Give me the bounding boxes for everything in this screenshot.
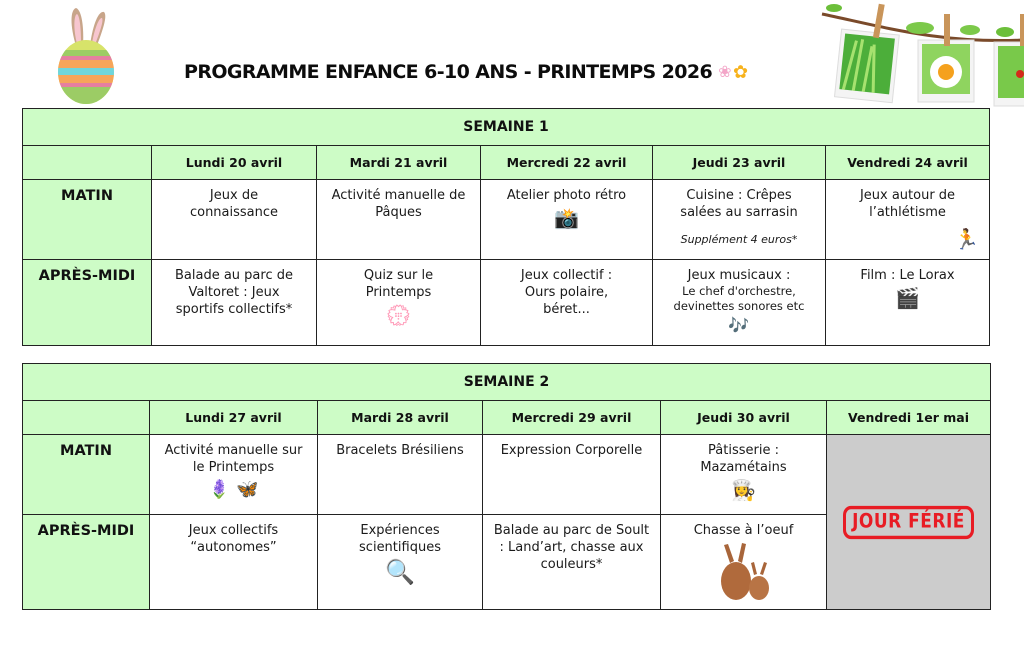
slot-label-afternoon: APRÈS-MIDI [23,260,152,346]
activity-text: Atelier photo rétro [506,188,627,203]
wooden-bunnies-icon [714,543,774,601]
camera-flash-icon: 📸 [554,206,579,230]
activity-text: Balade au parc de Valtoret : Jeux sportifs collectifs* [175,268,293,317]
activity-text: Jeux collectif : Ours polaire, béret... [520,268,613,317]
holiday-cell [827,435,991,610]
day-header: Lundi 20 avril [152,146,317,180]
week-label: SEMAINE 1 [23,109,990,146]
activity-cell [152,180,317,260]
cherry-blossom-icon: ❀ [718,61,731,81]
activity-cell [150,435,318,515]
day-header: Mardi 21 avril [317,146,481,180]
hyacinth-icon: 🪻 [208,479,231,500]
activity-text: Quiz sur le Printemps [363,268,434,300]
activity-text: Film : Le Lorax [860,268,955,283]
day-header: Jeudi 30 avril [661,401,827,435]
slot-label-morning: MATIN [23,435,150,515]
day-header: Lundi 27 avril [150,401,318,435]
activity-text: Jeux collectifs “autonomes” [188,523,279,555]
activity-text: Expression Corporelle [500,443,643,458]
corner-cell [23,146,152,180]
activity-cell [653,180,826,260]
activity-text: Activité manuelle sur le Printemps [164,443,303,475]
activity-cell [661,435,827,515]
easter-egg-bunny-icon [56,6,116,104]
day-header: Vendredi 1er mai [827,401,991,435]
day-header: Mardi 28 avril [318,401,483,435]
activity-text: Activité manuelle de Pâques [331,188,466,220]
slot-label-afternoon: APRÈS-MIDI [23,515,150,610]
magnifying-glass-icon: 🔍 [385,558,415,586]
activity-text: Bracelets Brésiliens [336,443,464,458]
activity-text: Jeux autour de l’athlétisme [859,188,956,220]
activity-cell [318,515,483,610]
slot-label-morning: MATIN [23,180,152,260]
activity-text: Jeux de connaissance [189,188,279,220]
day-header: Mercredi 29 avril [483,401,661,435]
activity-cell [152,260,317,346]
photo-garland-decoration [820,0,1024,108]
activity-text: Expériences scientifiques [359,523,441,555]
activity-cell [483,515,661,610]
music-notes-icon: 🎶 [728,316,750,336]
week-1-table [22,108,990,346]
activity-text: Pâtisserie : Mazamétains [700,443,787,475]
activity-text: Balade au parc de Soult : Land’art, chasse aux couleurs* [493,523,650,572]
activity-cell [826,260,990,346]
day-header: Jeudi 23 avril [653,146,826,180]
activity-text: Jeux musicaux : [687,268,791,283]
activity-text: Chasse à l’oeuf [693,523,794,538]
activity-cell [317,180,481,260]
activity-cell [826,180,990,260]
activity-note: Supplément 4 euros* [680,233,798,246]
cook-icon: 👩‍🍳 [731,478,756,502]
activity-cell [317,260,481,346]
day-header: Vendredi 24 avril [826,146,990,180]
activity-cell [661,515,827,610]
runner-icon: 🏃 [954,227,979,251]
day-header: Mercredi 22 avril [481,146,653,180]
page-title [184,61,747,83]
jour-ferie-stamp: JOUR FÉRIÉ [843,505,974,538]
activity-cell [483,435,661,515]
activity-cell [150,515,318,610]
clapper-board-icon: 🎬 [895,286,920,310]
activity-detail: Le chef d'orchestre, devinettes sonores etc [673,284,805,313]
corner-cell [23,401,150,435]
butterfly-icon: 🦋 [236,479,259,500]
title-text: PROGRAMME ENFANCE 6-10 ANS - PRINTEMPS 2026 [184,61,713,83]
activity-cell [653,260,826,346]
activity-cell [318,435,483,515]
week-label: SEMAINE 2 [23,364,991,401]
activity-cell [481,180,653,260]
activity-text: Cuisine : Crêpes salées au sarrasin [680,188,798,220]
week-2-table [22,363,991,610]
white-flower-icon: 💮 [386,303,411,327]
sunflower-icon: ✿ [732,61,748,83]
activity-cell [481,260,653,346]
